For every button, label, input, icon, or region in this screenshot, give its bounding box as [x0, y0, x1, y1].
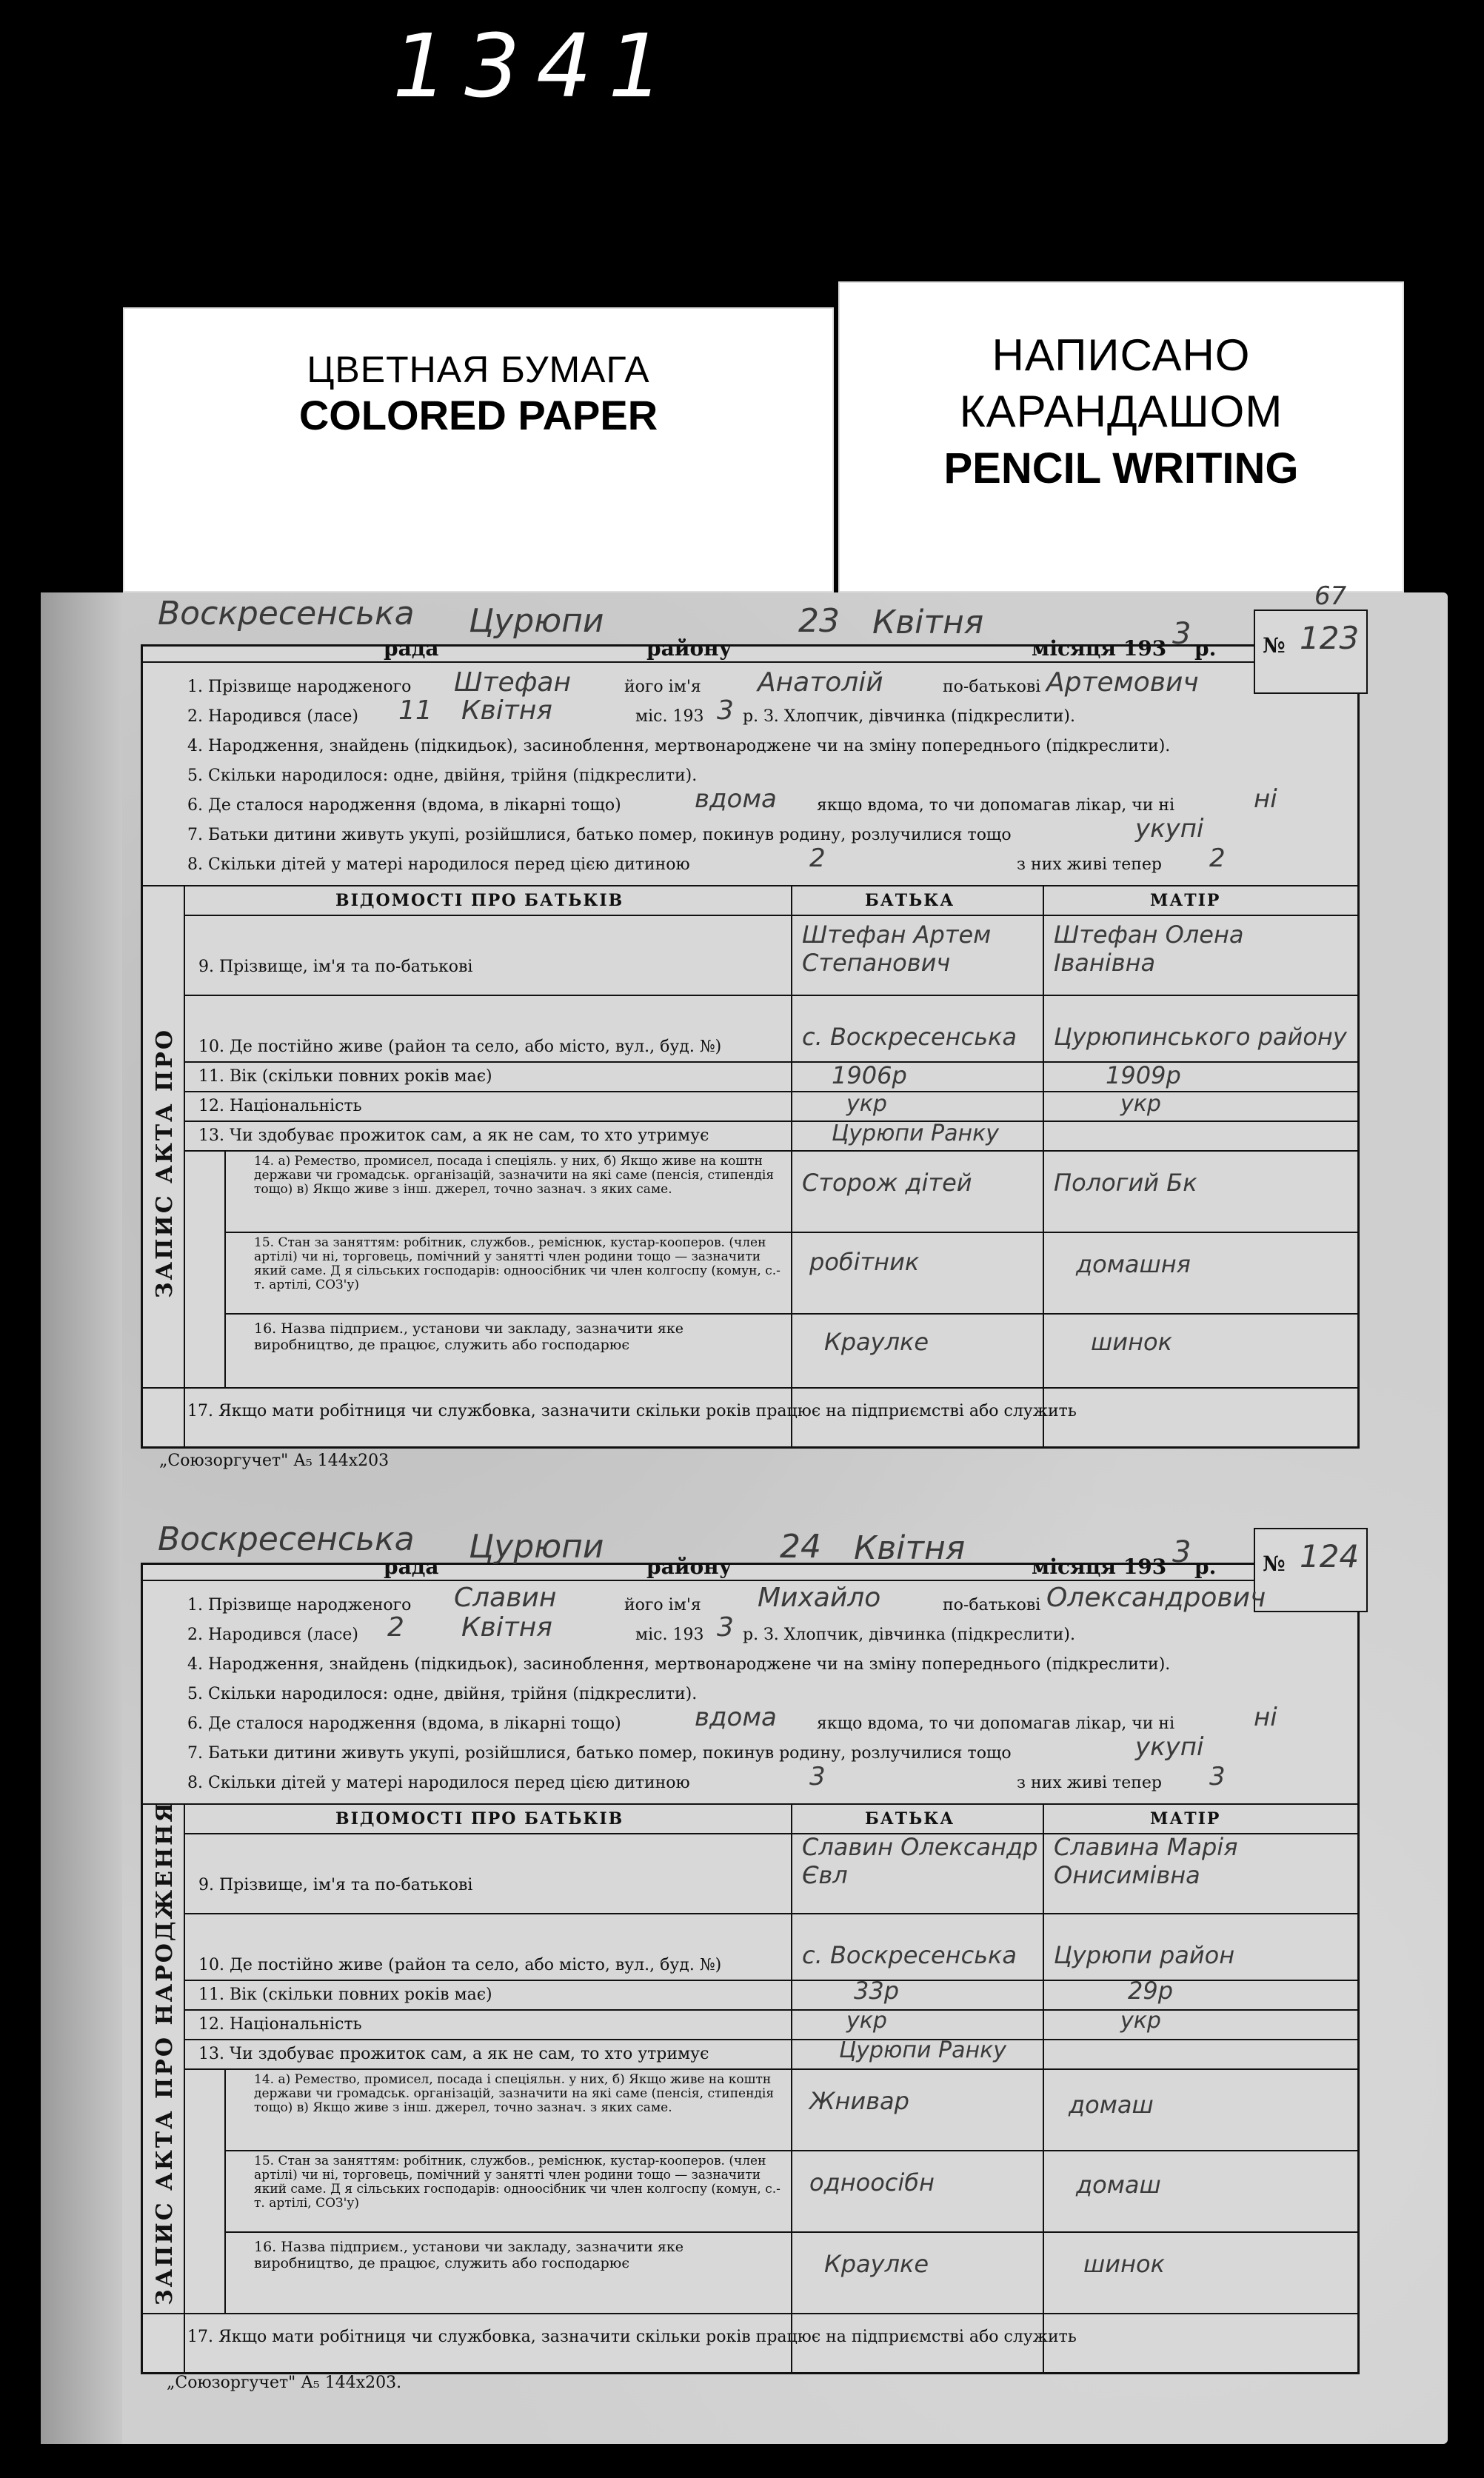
form2-line7: 7. Батьки дитини живуть укупі, розійшлися, батько помер, покинув родину, розлучилися тощо	[187, 1744, 1012, 1763]
form1-line1: 1. Прізвище народженого	[187, 678, 412, 696]
form2-row15-label: 15. Стан за заняттям: робітник, службов., реміснюк, кустар-кооперов. (член артілі) чи ні, торговець, помічний у занятті член родини тощо — зазначити який саме. Д я сільських господарів: одноосібник чи член колгоспу (комун, с.-т. артілі, СОЗ'у)	[254, 2154, 781, 2211]
form2-row12-mother: укр	[1120, 2008, 1161, 2034]
form1-line1-mid: його ім'я	[624, 678, 701, 696]
form1-row11-mother: 1909р	[1106, 1061, 1181, 1089]
form2-row9-mother: Славина Марія Онисимівна	[1054, 1833, 1238, 1889]
form1-day: 23	[798, 602, 840, 640]
form2-born-month: Квітня	[461, 1612, 552, 1643]
form1-year: 3	[1172, 617, 1191, 651]
form1-rayonu: району	[646, 636, 732, 661]
form1-line2-end: р. З. Хлопчик, дівчинка (підкреслити).	[743, 707, 1076, 726]
birth-record-form-1	[141, 581, 1360, 1449]
form1-corner: 67	[1314, 581, 1347, 611]
form2-r: р.	[1194, 1554, 1217, 1579]
form1-col-mother: МАТІР	[1150, 891, 1221, 910]
form1-line5: 5. Скільки народилося: одне, двійня, трійня (підкреслити).	[187, 767, 698, 785]
form1-number: 123	[1300, 620, 1360, 656]
pencil-writing-label-en: PENCIL WRITING	[943, 444, 1299, 492]
form1-doctor: ні	[1254, 784, 1277, 814]
form2-line2-end: р. З. Хлопчик, дівчинка (підкреслити).	[743, 1626, 1076, 1644]
form2-printer: „Союзоргучет" А₅ 144x203.	[167, 2374, 402, 2392]
form1-row14-mother: Пологий Бк	[1054, 1169, 1197, 1197]
form2-row10-father: с. Воскресенська	[802, 1941, 1017, 1969]
form2-row12-label: 12. Національність	[198, 2015, 362, 2034]
form2-row11-label: 11. Вік (скільки повних років має)	[198, 1986, 492, 2004]
form2-name: Михайло	[758, 1583, 881, 1613]
form2-line1-mid: його ім'я	[624, 1596, 701, 1614]
form2-row10-label: 10. Де постійно живе (район та село, або місто, вул., буд. №)	[198, 1956, 722, 1974]
form1-alive: 2	[1209, 844, 1226, 873]
form2-row10-mother: Цурюпи район	[1054, 1941, 1235, 1969]
form2-row13-father: Цурюпи Ранку	[839, 2037, 1006, 2063]
form2-row12-father: укр	[846, 2008, 887, 2034]
form1-district: Цурюпи	[469, 602, 604, 640]
sheet-edge	[41, 592, 122, 2444]
form2-row9-label: 9. Прізвище, ім'я та по-батькові	[198, 1876, 473, 1894]
form2-line8-end: з них живі тепер	[1017, 1774, 1162, 1792]
form2-line2-mid: міс. 193	[635, 1626, 704, 1644]
form2-line5: 5. Скільки народилося: одне, двійня, трійня (підкреслити).	[187, 1685, 698, 1703]
form2-patronymic: Олександрович	[1046, 1583, 1266, 1613]
form1-surname: Штефан	[454, 667, 571, 698]
form1-row14-label: 14. а) Ремество, промисел, посада і спеціяль. у них, б) Якщо живе на коштн держави чи громадськ. організацій, зазначити на які саме (пенсія, стипендія тощо) в) Якщо живе з інш. джерел, точно зазнач. з яких саме.	[254, 1154, 775, 1197]
form1-born-year: 3	[717, 695, 734, 726]
form1-no: №	[1263, 633, 1286, 658]
form2-row15-mother: домаш	[1076, 2171, 1161, 2199]
form1-row12-label: 12. Національність	[198, 1097, 362, 1115]
form2-row15-father: одноосібн	[809, 2168, 935, 2197]
form2-village: Воскресенська	[158, 1520, 415, 1558]
form2-row11-mother: 29р	[1128, 1977, 1174, 2005]
form1-line6-end: якщо вдома, то чи допомагав лікар, чи ні	[817, 796, 1175, 815]
form2-col-father: БАТЬКА	[865, 1809, 955, 1829]
form2-where: вдома	[695, 1703, 777, 1732]
form1-line6: 6. Де сталося народження (вдома, в лікарні тощо)	[187, 796, 621, 815]
birth-record-form-2	[141, 1520, 1360, 2374]
form1-row13-father: Цурюпи Ранку	[832, 1121, 999, 1146]
form2-row14-label: 14. а) Ремество, промисел, посада і спеціяльн. у них, б) Якщо живе на коштн держави чи громадськ. організацій, зазначити на які саме (пенсія, стипендія тощо) в) Якщо живе з інш. джерел, точно зазнач. з яких саме.	[254, 2072, 775, 2115]
form2-alive: 3	[1209, 1762, 1226, 1791]
form1-row16-mother: шинок	[1091, 1328, 1172, 1356]
form2-line6-end: якщо вдома, то чи допомагав лікар, чи ні	[817, 1714, 1175, 1733]
form1-row13-label: 13. Чи здобуває прожиток сам, а як не сам, то хто утримує	[198, 1126, 709, 1145]
form2-number: 124	[1300, 1538, 1360, 1574]
form1-row16-label: 16. Назва підприєм., установи чи закладу, зазначити яке виробництво, де працює, служить або господарює	[254, 1320, 683, 1353]
form1-number-box	[1254, 581, 1368, 694]
form1-row15-father: робітник	[809, 1248, 920, 1276]
form2-surname: Славин	[454, 1583, 557, 1613]
form1-row10-mother: Цурюпинського району	[1054, 1023, 1347, 1051]
form1-row12-mother: укр	[1120, 1091, 1161, 1117]
form2-no: №	[1263, 1552, 1286, 1576]
form1-r: р.	[1194, 636, 1217, 661]
form1-row16-father: Краулке	[824, 1328, 929, 1356]
form2-row13-label: 13. Чи здобуває прожиток сам, а як не сам, то хто утримує	[198, 2045, 709, 2063]
form1-side-title: ЗАПИС АКТА ПРО	[152, 1027, 178, 1298]
form2-born-day: 2	[387, 1612, 404, 1643]
form1-row11-father: 1906р	[832, 1061, 907, 1089]
form2-row16-father: Краулке	[824, 2250, 929, 2278]
form2-line1: 1. Прізвище народженого	[187, 1596, 412, 1614]
pencil-writing-label	[838, 281, 1404, 592]
form1-header-rule	[143, 661, 1254, 663]
form2-together: укупі	[1135, 1732, 1204, 1762]
form2-side-title: ЗАПИС АКТА ПРО НАРОДЖЕННЯ	[152, 1800, 178, 2305]
form2-row16-mother: шинок	[1083, 2250, 1165, 2278]
form1-row9-label: 9. Прізвище, ім'я та по-батькові	[198, 958, 473, 976]
form2-year: 3	[1172, 1535, 1191, 1569]
form1-col-info: ВІДОМОСТІ ПРО БАТЬКІВ	[335, 891, 624, 910]
form2-col-mother: МАТІР	[1150, 1809, 1221, 1829]
form1-row10-father: с. Воскресенська	[802, 1023, 1017, 1051]
form2-row9-father: Славин Олександр Євл	[802, 1833, 1038, 1889]
form1-line2-mid: міс. 193	[635, 707, 704, 726]
form1-row14-father: Сторож дітей	[802, 1169, 972, 1197]
form1-row11-label: 11. Вік (скільки повних років має)	[198, 1067, 492, 1086]
form1-where: вдома	[695, 784, 777, 814]
form1-name: Анатолій	[758, 667, 883, 698]
form2-misyatsya: місяця 193	[1032, 1554, 1167, 1579]
form1-line17: 17. Якщо мати робітниця чи службовка, зазначити скільки років працює на підприємстві або служить	[187, 1402, 1077, 1420]
form1-line8: 8. Скільки дітей у матері народилося перед цією дитиною	[187, 855, 690, 874]
form1-row12-father: укр	[846, 1091, 887, 1117]
form2-row16-label: 16. Назва підприєм., установи чи закладу, зазначити яке виробництво, де працює, служить або господарює	[254, 2239, 683, 2271]
form2-row11-father: 33р	[854, 1977, 900, 2005]
form2-col-info: ВІДОМОСТІ ПРО БАТЬКІВ	[335, 1809, 624, 1829]
form1-village: Воскресенська	[158, 595, 415, 632]
form1-printer: „Союзоргучет" А₅ 144x203	[159, 1452, 390, 1470]
form2-row14-mother: домаш	[1069, 2091, 1154, 2119]
form1-children-before: 2	[809, 844, 826, 873]
form2-month: Квітня	[854, 1529, 966, 1567]
form1-row15-mother: домашня	[1076, 1250, 1191, 1278]
pencil-writing-label-ru-1: НАПИСАНО	[992, 330, 1251, 380]
archive-number: 1341	[392, 15, 681, 117]
form2-line4: 4. Народження, знайдень (підкидьок), засиноблення, мертвонароджене чи на зміну попереднього (підкреслити).	[187, 1655, 1171, 1674]
form2-rada: рада	[384, 1554, 439, 1579]
form1-row9-father: Штефан Артем Степанович	[802, 921, 992, 977]
colored-paper-label-en: COLORED PAPER	[298, 392, 658, 438]
form2-district: Цурюпи	[469, 1528, 604, 1566]
form2-line17: 17. Якщо мати робітниця чи службовка, зазначити скільки років працює на підприємстві або служить	[187, 2328, 1077, 2346]
form2-number-box	[1254, 1528, 1368, 1612]
form1-col-father: БАТЬКА	[865, 891, 955, 910]
form2-line8: 8. Скільки дітей у матері народилося перед цією дитиною	[187, 1774, 690, 1792]
form1-line4: 4. Народження, знайдень (підкидьок), засиноблення, мертвонароджене чи на зміну попереднього (підкреслити).	[187, 737, 1171, 755]
form1-rada: рада	[384, 636, 439, 661]
colored-paper-label	[123, 307, 834, 592]
form1-patronymic: Артемович	[1046, 667, 1199, 698]
form2-born-year: 3	[717, 1612, 734, 1643]
form1-row9-mother: Штефан Олена Іванівна	[1054, 921, 1244, 977]
form2-line2: 2. Народився (ласе)	[187, 1626, 358, 1644]
colored-paper-label-ru: ЦВЕТНАЯ БУМАГА	[307, 349, 650, 390]
form2-rayonu: району	[646, 1554, 732, 1579]
form1-month: Квітня	[872, 604, 984, 641]
form2-line6: 6. Де сталося народження (вдома, в лікарні тощо)	[187, 1714, 621, 1733]
pencil-writing-label-ru-2: КАРАНДАШОМ	[959, 387, 1283, 436]
form1-row10-label: 10. Де постійно живе (район та село, або місто, вул., буд. №)	[198, 1038, 722, 1056]
form2-day: 24	[780, 1528, 821, 1566]
form2-line1-end: по-батькові	[943, 1596, 1041, 1614]
form2-doctor: ні	[1254, 1703, 1277, 1732]
form1-row15-label: 15. Стан за заняттям: робітник, службов., реміснюк, кустар-кооперов. (член артілі) чи ні, торговець, помічний у занятті член родини тощо — зазначити який саме. Д я сільських господарів: одноосібник чи член колгоспу (комун, с.-т. артілі, СОЗ'у)	[254, 1235, 781, 1292]
form1-born-month: Квітня	[461, 695, 552, 726]
form2-row14-father: Жнивар	[809, 2087, 909, 2115]
form1-together: укупі	[1135, 814, 1204, 844]
form1-line1-end: по-батькові	[943, 678, 1041, 696]
form2-children-before: 3	[809, 1762, 826, 1791]
form1-born-day: 11	[398, 695, 432, 726]
form1-line7: 7. Батьки дитини живуть укупі, розійшлися, батько помер, покинув родину, розлучилися тощо	[187, 826, 1012, 844]
form1-line8-end: з них живі тепер	[1017, 855, 1162, 874]
form1-misyatsya: місяця 193	[1032, 636, 1167, 661]
form1-line2: 2. Народився (ласе)	[187, 707, 358, 726]
